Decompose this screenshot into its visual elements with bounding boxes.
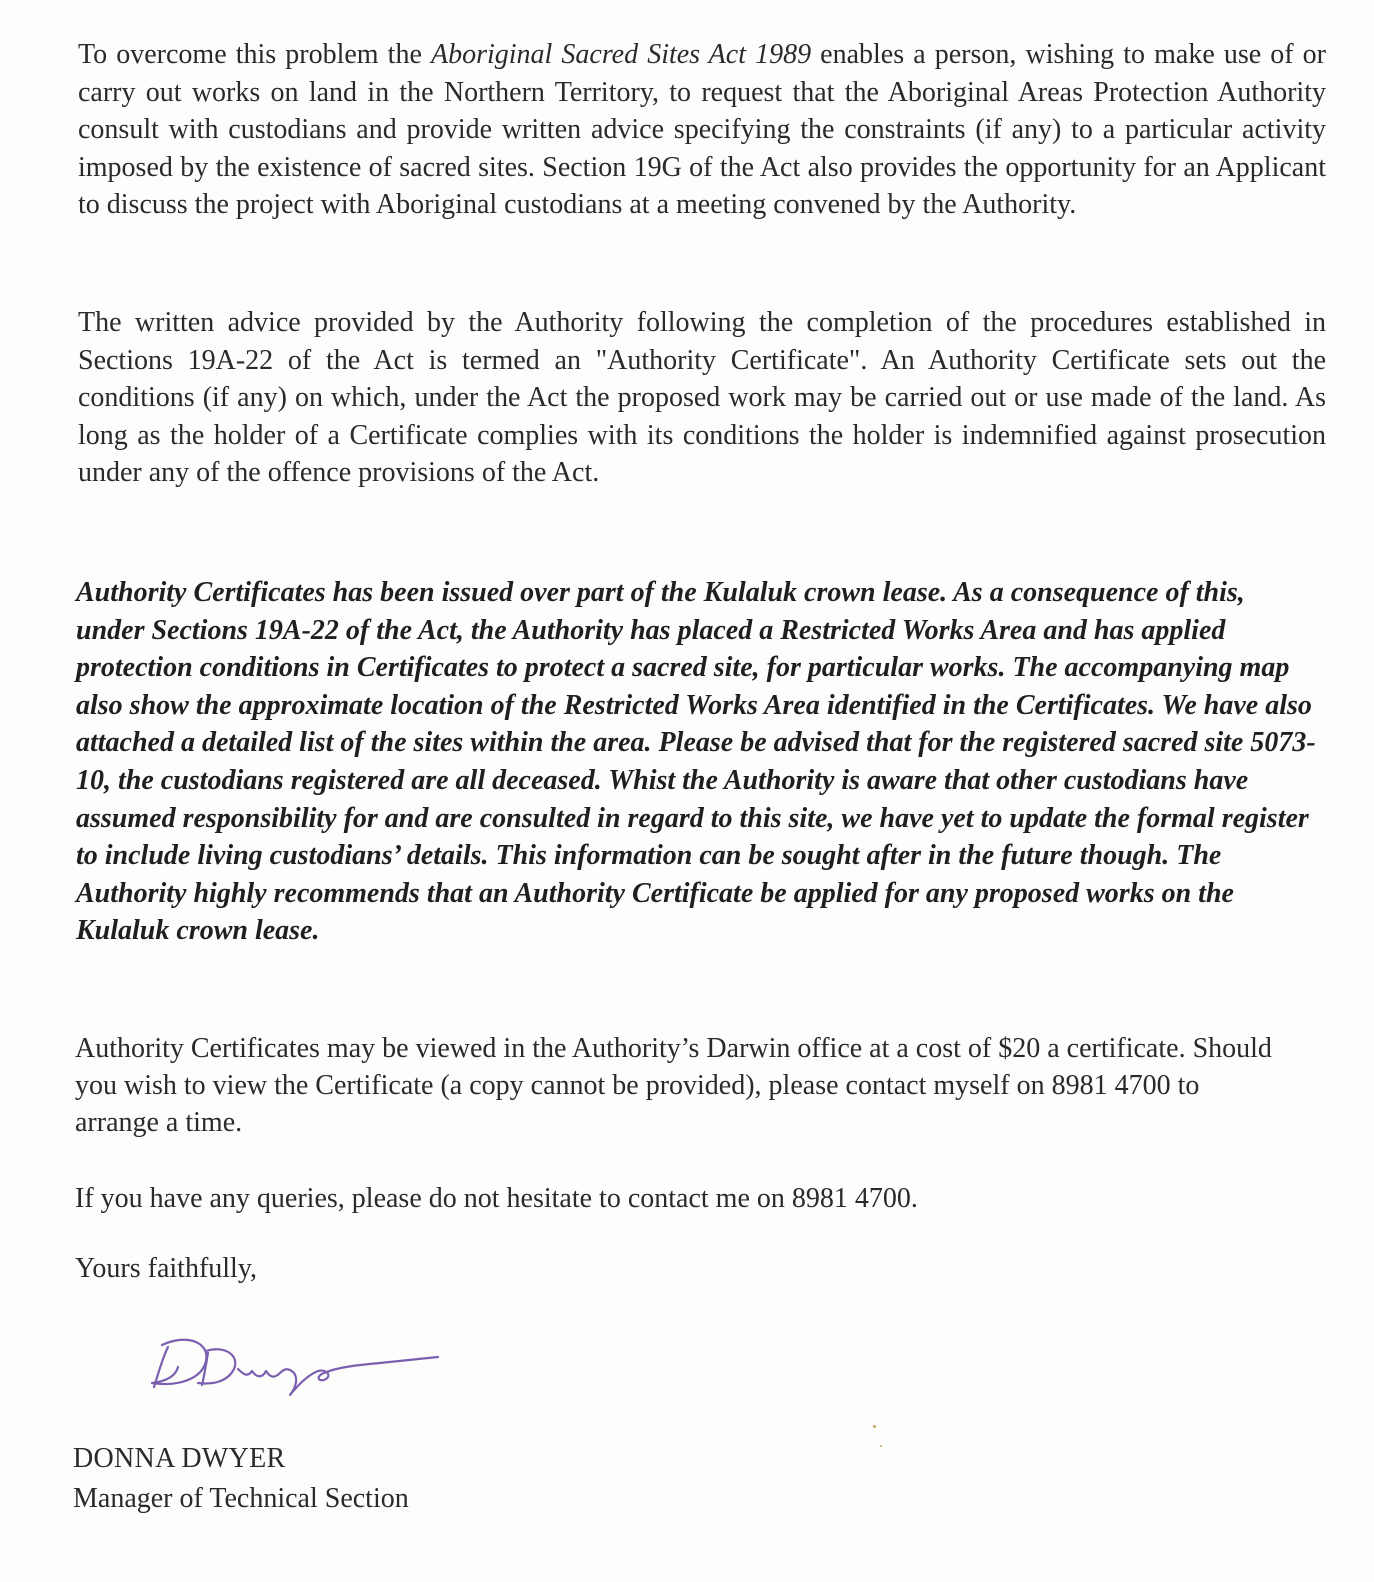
paragraph-1-body: enables a person, wishing to make use of or carry out works on land in the Northern Territory, to request that the Aboriginal Areas Protection Authority consult with custodians and provide written advice specifying the constraints (if any) to a particular activity imposed by the existence of sacred sites. Section 19G of the Act also provides the opportunity for an Applicant to discuss the project with Aboriginal custodians at a meeting convened by the Authority. <box>78 39 1326 220</box>
signatory-name: DONNA DWYER <box>73 1443 286 1474</box>
paragraph-1-intro: To overcome this problem the <box>78 39 431 70</box>
closing-salutation: Yours faithfully, <box>75 1253 258 1284</box>
paragraph-authority-certificate: The written advice provided by the Authority following the completion of the procedures established in Sections 19A-22 of the Act is termed an "Authority Certificate". An Authority Certificate sets out the conditions (if any) on which, under the Act the proposed work may be carried out or use made of the land. As long as the holder of a Certificate complies with its conditions the holder is indemnified against prosecution under any of the offence provisions of the Act. <box>78 307 1326 488</box>
scan-speck <box>880 1445 882 1447</box>
paragraph-kulaluk-notice: Authority Certificates has been issued over part of the Kulaluk crown lease. As a consequence of this, under Sections 19A-22 of the Act, the Authority has placed a Restricted Works Area and has applied protection conditions in Certificates to protect a sacred site, for particular works. The accompanying map also show the approximate location of the Restricted Works Area identified in the Certificates. We have also attached a detailed list of the sites within the area. Please be advised that for the registered sacred site 5073-10, the custodians registered are all deceased. Whist the Authority is aware that other custodians have assumed responsibility for and are consulted in regard to this site, we have yet to update the formal register to include living custodians’ details. This information can be sought after in the future though. The Authority highly recommends that an Authority Certificate be applied for any proposed works on the Kulaluk crown lease. <box>76 577 1316 947</box>
scan-speck <box>873 1425 876 1428</box>
handwritten-signature <box>148 1325 448 1405</box>
paragraph-viewing-certificates: Authority Certificates may be viewed in the Authority’s Darwin office at a cost of $20 a certificate. Should you wish to view the Certificate (a copy cannot be provided), please contact myself on 8981 4700 to arrange a time. <box>75 1033 1272 1138</box>
signatory-title: Manager of Technical Section <box>73 1483 409 1514</box>
paragraph-sacred-sites-act <box>78 36 1326 224</box>
act-name: Aboriginal Sacred Sites Act 1989 <box>430 39 812 70</box>
paragraph-queries: If you have any queries, please do not hesitate to contact me on 8981 4700. <box>75 1183 918 1214</box>
